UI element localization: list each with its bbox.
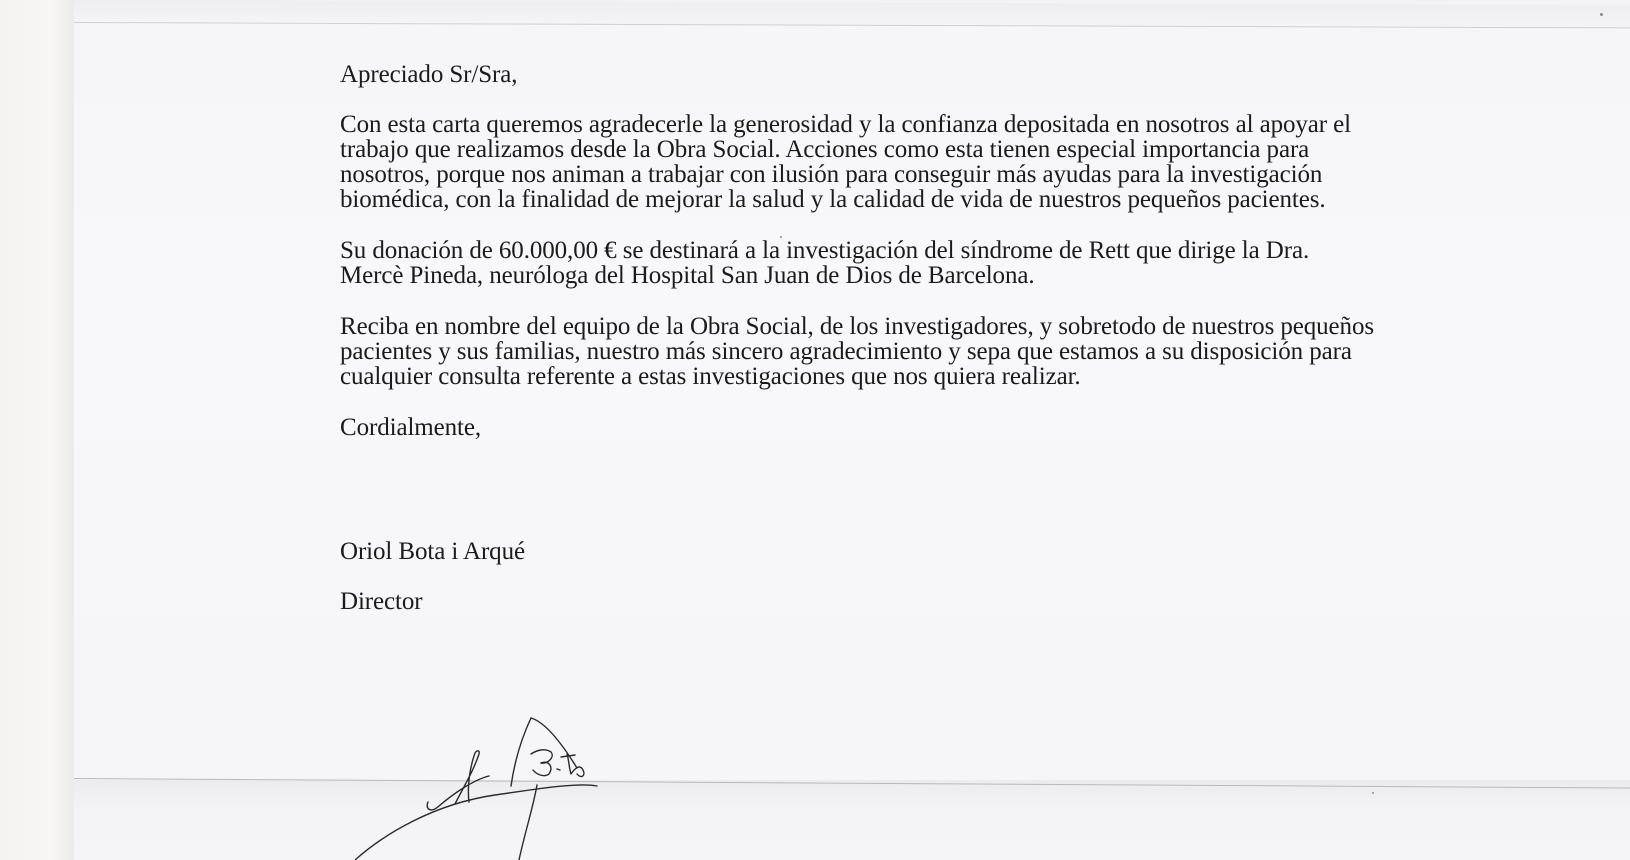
letter-greeting: Apreciado Sr/Sra,	[340, 61, 518, 88]
letter-body	[340, 62, 1570, 639]
signature-stroke	[557, 769, 560, 770]
signature-stroke	[511, 718, 531, 786]
signature-stroke	[531, 718, 577, 768]
signature-stroke	[427, 776, 489, 810]
letter-closing: Cordialmente,	[340, 414, 482, 441]
signature-stroke	[455, 751, 479, 804]
letter-paragraph-thanks: Con esta carta queremos agradecerle la generosidad y la confianza depositada en nosotros al apoyar el trabajo que realizamos desde la Obra Social. Acciones como esta tienen especial importancia para nosotros, porque nos animan a trabajar con ilusión para conseguir más ayudas para la investigación biomédica, con la finalidad de mejorar la salud y la calidad de vida de nuestros pequeños pacientes.	[340, 111, 1351, 213]
paper-speck	[1372, 792, 1374, 794]
signer-name: Oriol Bota i Arqué	[340, 538, 525, 565]
letter-paragraph-gratitude: Reciba en nombre del equipo de la Obra Social, de los investigadores, y sobretodo de nuestros pequeños pacientes y sus familias, nuestro más sincero agradecimiento y sepa que estamos a su disposición para cualquier consulta referente a estas investigaciones que nos quiera realizar.	[340, 313, 1374, 390]
signer-title: Director	[340, 588, 423, 615]
handwritten-signature	[355, 690, 675, 860]
paper-speck	[1600, 13, 1603, 16]
bottom-fold-panel	[74, 780, 1630, 860]
signature-stroke	[519, 785, 537, 860]
signature-stroke	[533, 762, 551, 775]
signer-block	[340, 514, 1570, 639]
letter-paragraph-donation: Su donación de 60.000,00 € se destinará a la investigación del síndrome de Rett que dirige la Dra. Mercè Pineda, neuróloga del Hospital San Juan de Dios de Barcelona.	[340, 237, 1310, 289]
signature-stroke	[561, 755, 575, 757]
signature-stroke	[531, 750, 552, 763]
signature-stroke	[355, 785, 597, 860]
scanner-edge	[0, 0, 74, 860]
